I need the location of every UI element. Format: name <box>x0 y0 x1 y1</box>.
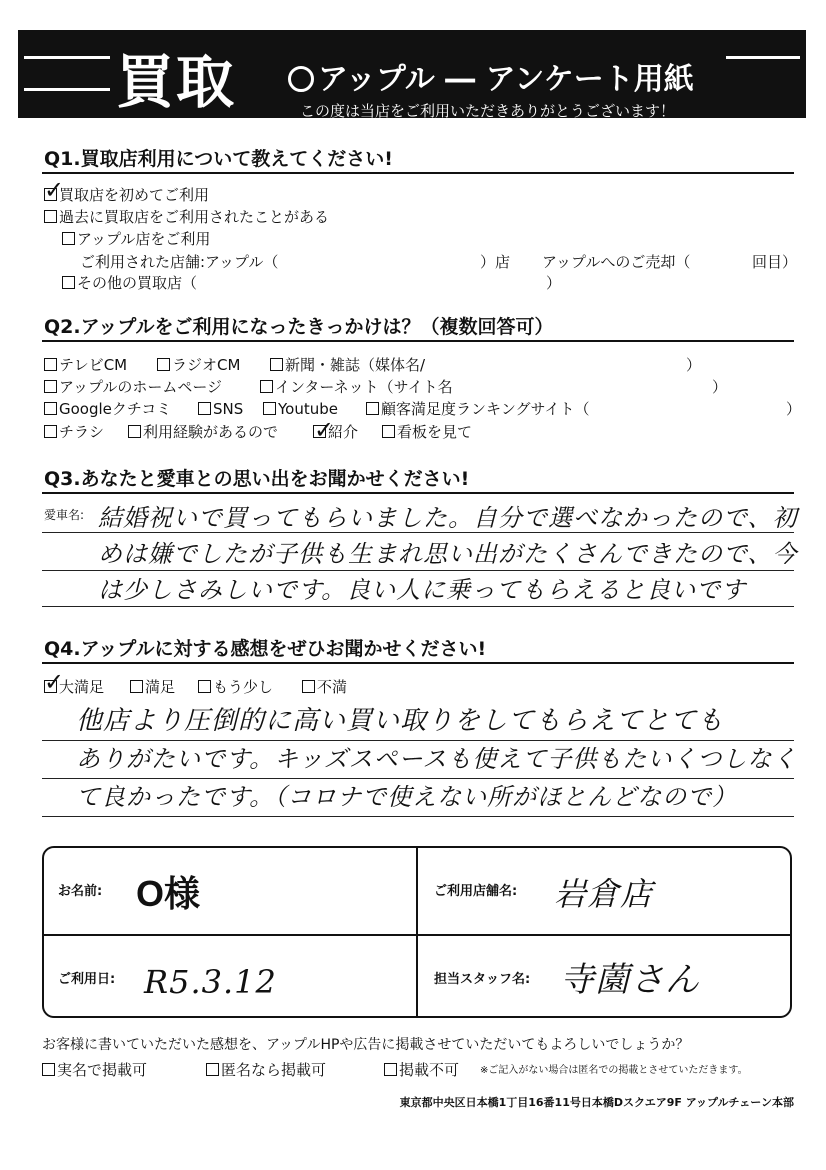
name-label: お名前: <box>58 884 103 899</box>
q2-option-ranking-label: 顧客満足度ランキングサイト（ <box>381 400 590 418</box>
q2-option-sns-label: SNS <box>213 400 244 418</box>
q4-option-satisfied-label: 満足 <box>145 678 176 696</box>
q2-option-internet-label: インターネット（サイト名 <box>275 378 453 396</box>
q2-option-homepage-label: アップルのホームページ <box>59 378 223 396</box>
q4-option-very-label: 大満足 <box>59 678 105 696</box>
q1-option-apple-label: アップル店をご利用 <box>77 230 211 248</box>
store-label: ご利用店舗名: <box>434 884 518 899</box>
checkmark-icon: ✓ <box>44 668 65 696</box>
q2-option-tv[interactable] <box>44 356 127 375</box>
checkbox[interactable] <box>263 402 276 415</box>
q2-option-youtube-label: Youtube <box>278 400 338 418</box>
staff-value: 寺薗さん <box>560 960 700 1000</box>
checkbox[interactable] <box>44 210 57 223</box>
q2-option-news-label: 新聞・雑誌（媒体名/ <box>285 356 426 374</box>
publish-option-real-name[interactable] <box>42 1061 147 1080</box>
q1-times-suffix: 回目） <box>752 253 798 271</box>
q4-option-more[interactable] <box>198 678 273 697</box>
q1-times-label: アップルへのご売却（ <box>542 253 691 271</box>
checkbox[interactable] <box>302 680 315 693</box>
q4-answer-line-2: ありがたいです。キッズスペースも使えて子供もたいくつしなく <box>76 745 798 773</box>
q1-option-first[interactable] <box>44 186 209 205</box>
apple-mascot-icon <box>288 66 314 92</box>
q2-option-google-label: Googleクチコミ <box>59 400 172 418</box>
q4-option-more-label: もう少し <box>213 678 274 696</box>
q4-heading: Q4.アップルに対する感想をぜひお聞かせください! <box>44 638 487 660</box>
company-address: 東京都中央区日本橋1丁目16番11号日本橋Dスクエア9F アップルチェーン本部 <box>399 1096 794 1109</box>
checkbox[interactable] <box>42 1063 55 1076</box>
q2-option-google[interactable] <box>44 400 171 419</box>
q4-write-line <box>42 778 794 779</box>
q1-option-other[interactable] <box>62 274 197 293</box>
q4-rule <box>42 662 794 664</box>
q4-answer-line-3: て良かったです。（コロナで使えない所がほとんどなので） <box>76 783 738 811</box>
checkbox[interactable] <box>206 1063 219 1076</box>
q1-other-suffix: ） <box>546 274 562 292</box>
publish-option-anonymous[interactable] <box>206 1061 326 1080</box>
q2-option-flyer[interactable] <box>44 423 104 442</box>
q3-handwritten-answer <box>98 500 798 608</box>
name-value: O様 <box>136 873 201 914</box>
checkbox[interactable] <box>44 358 57 371</box>
q4-option-satisfied[interactable] <box>130 678 175 697</box>
header-left-line-2 <box>24 88 110 91</box>
publish-option-real-name-label: 実名で掲載可 <box>57 1061 148 1079</box>
q2-option-ranking[interactable] <box>366 400 590 419</box>
q3-answer-line-2: できたので、今は少しさみしいです。良い人に乗ってもらえると良いです <box>98 540 798 604</box>
publish-option-anonymous-label: 匿名なら掲載可 <box>221 1061 327 1079</box>
publish-question: お客様に書いていただいた感想を、アップルHPや広告に掲載させていただいてもよろしいでしょうか？ <box>42 1037 690 1053</box>
q2-rule <box>42 340 794 342</box>
q2-option-homepage[interactable] <box>44 378 222 397</box>
q2-option-referral-label: 紹介 <box>328 423 359 441</box>
q1-option-past-label: 過去に買取店をご利用されたことがある <box>59 208 330 226</box>
q2-option-radio-label: ラジオCM <box>172 356 241 374</box>
card-v-divider <box>416 848 418 1016</box>
header-title: アップル ― アンケート用紙 <box>318 62 694 97</box>
q2-option-signboard-label: 看板を見て <box>397 423 473 441</box>
q2-option-tv-label: テレビCM <box>59 356 128 374</box>
q1-shop-label: ご利用された店舗:アップル（ <box>80 253 279 271</box>
q2-option-experience-label: 利用経験があるので <box>143 423 279 441</box>
q1-heading: Q1.買取店利用について教えてください! <box>44 148 393 170</box>
q4-write-line <box>42 816 794 817</box>
q4-write-line <box>42 740 794 741</box>
publish-note: ※ご記入がない場合は匿名での掲載とさせていただきます。 <box>480 1065 748 1076</box>
kaitori-logo: 買取 <box>116 48 237 116</box>
q3-rule <box>42 492 794 494</box>
q4-option-unsatisfied-label: 不満 <box>317 678 348 696</box>
header-banner <box>18 30 806 118</box>
publish-option-no[interactable] <box>384 1061 459 1080</box>
q1-shop-suffix: ）店 <box>480 253 511 271</box>
q2-option-news[interactable] <box>270 356 425 375</box>
header-subtitle: この度は当店をご利用いただきありがとうございます！ <box>300 102 676 120</box>
checkbox[interactable] <box>260 380 273 393</box>
checkbox[interactable] <box>382 425 395 438</box>
q3-heading: Q3.あなたと愛車との思い出をお聞かせください! <box>44 468 470 490</box>
q1-option-other-label: その他の買取店（ <box>77 274 198 292</box>
customer-info-card <box>42 846 792 1018</box>
publish-option-no-label: 掲載不可 <box>399 1061 460 1079</box>
header-right-line <box>726 56 800 59</box>
q2-option-signboard[interactable] <box>382 423 472 442</box>
q1-rule <box>42 172 794 174</box>
q3-answer-line-1: 結婚祝いで買ってもらいました。自分で選べなかったので、初めは嫌でしたが子供も生まれ思い出がたくさん <box>98 504 798 568</box>
q4-option-unsatisfied[interactable] <box>302 678 347 697</box>
q1-option-first-label: 買取店を初めてご利用 <box>59 186 210 204</box>
header-left-line <box>24 56 110 59</box>
checkbox[interactable] <box>44 402 57 415</box>
q4-answer-line-1: 他店より圧倒的に高い買い取りをしてもらえてとても <box>76 706 725 736</box>
checkbox[interactable] <box>62 232 75 245</box>
checkbox[interactable] <box>384 1063 397 1076</box>
checkbox[interactable] <box>198 402 211 415</box>
q1-option-past[interactable] <box>44 208 329 227</box>
store-value: 岩倉店 <box>554 875 654 913</box>
q2-ranking-close: ） <box>786 400 802 418</box>
q3-car-label: 愛車名: <box>44 508 85 522</box>
checkmark-icon: ✓ <box>314 416 335 444</box>
checkbox[interactable] <box>44 380 57 393</box>
checkbox[interactable] <box>198 680 211 693</box>
q1-option-apple[interactable] <box>62 230 210 249</box>
q2-option-sns[interactable] <box>198 400 243 419</box>
q2-option-radio[interactable] <box>157 356 240 375</box>
q2-internet-close: ） <box>712 378 728 396</box>
q2-option-experience[interactable] <box>128 423 278 442</box>
checkbox[interactable] <box>157 358 170 371</box>
checkmark-icon: ✓ <box>44 176 65 204</box>
q2-option-flyer-label: チラシ <box>59 423 105 441</box>
q2-news-close: ） <box>686 356 702 374</box>
staff-label: 担当スタッフ名: <box>434 972 531 987</box>
checkbox[interactable] <box>62 276 75 289</box>
date-label: ご利用日: <box>58 972 116 987</box>
checkbox[interactable] <box>130 680 143 693</box>
checkbox[interactable] <box>128 425 141 438</box>
checkbox[interactable] <box>270 358 283 371</box>
checkbox[interactable] <box>44 425 57 438</box>
date-value: R5.3.12 <box>144 963 277 1001</box>
checkbox[interactable] <box>366 402 379 415</box>
q2-option-internet[interactable] <box>260 378 453 397</box>
q2-heading: Q2.アップルをご利用になったきっかけは？（複数回答可） <box>44 316 554 338</box>
